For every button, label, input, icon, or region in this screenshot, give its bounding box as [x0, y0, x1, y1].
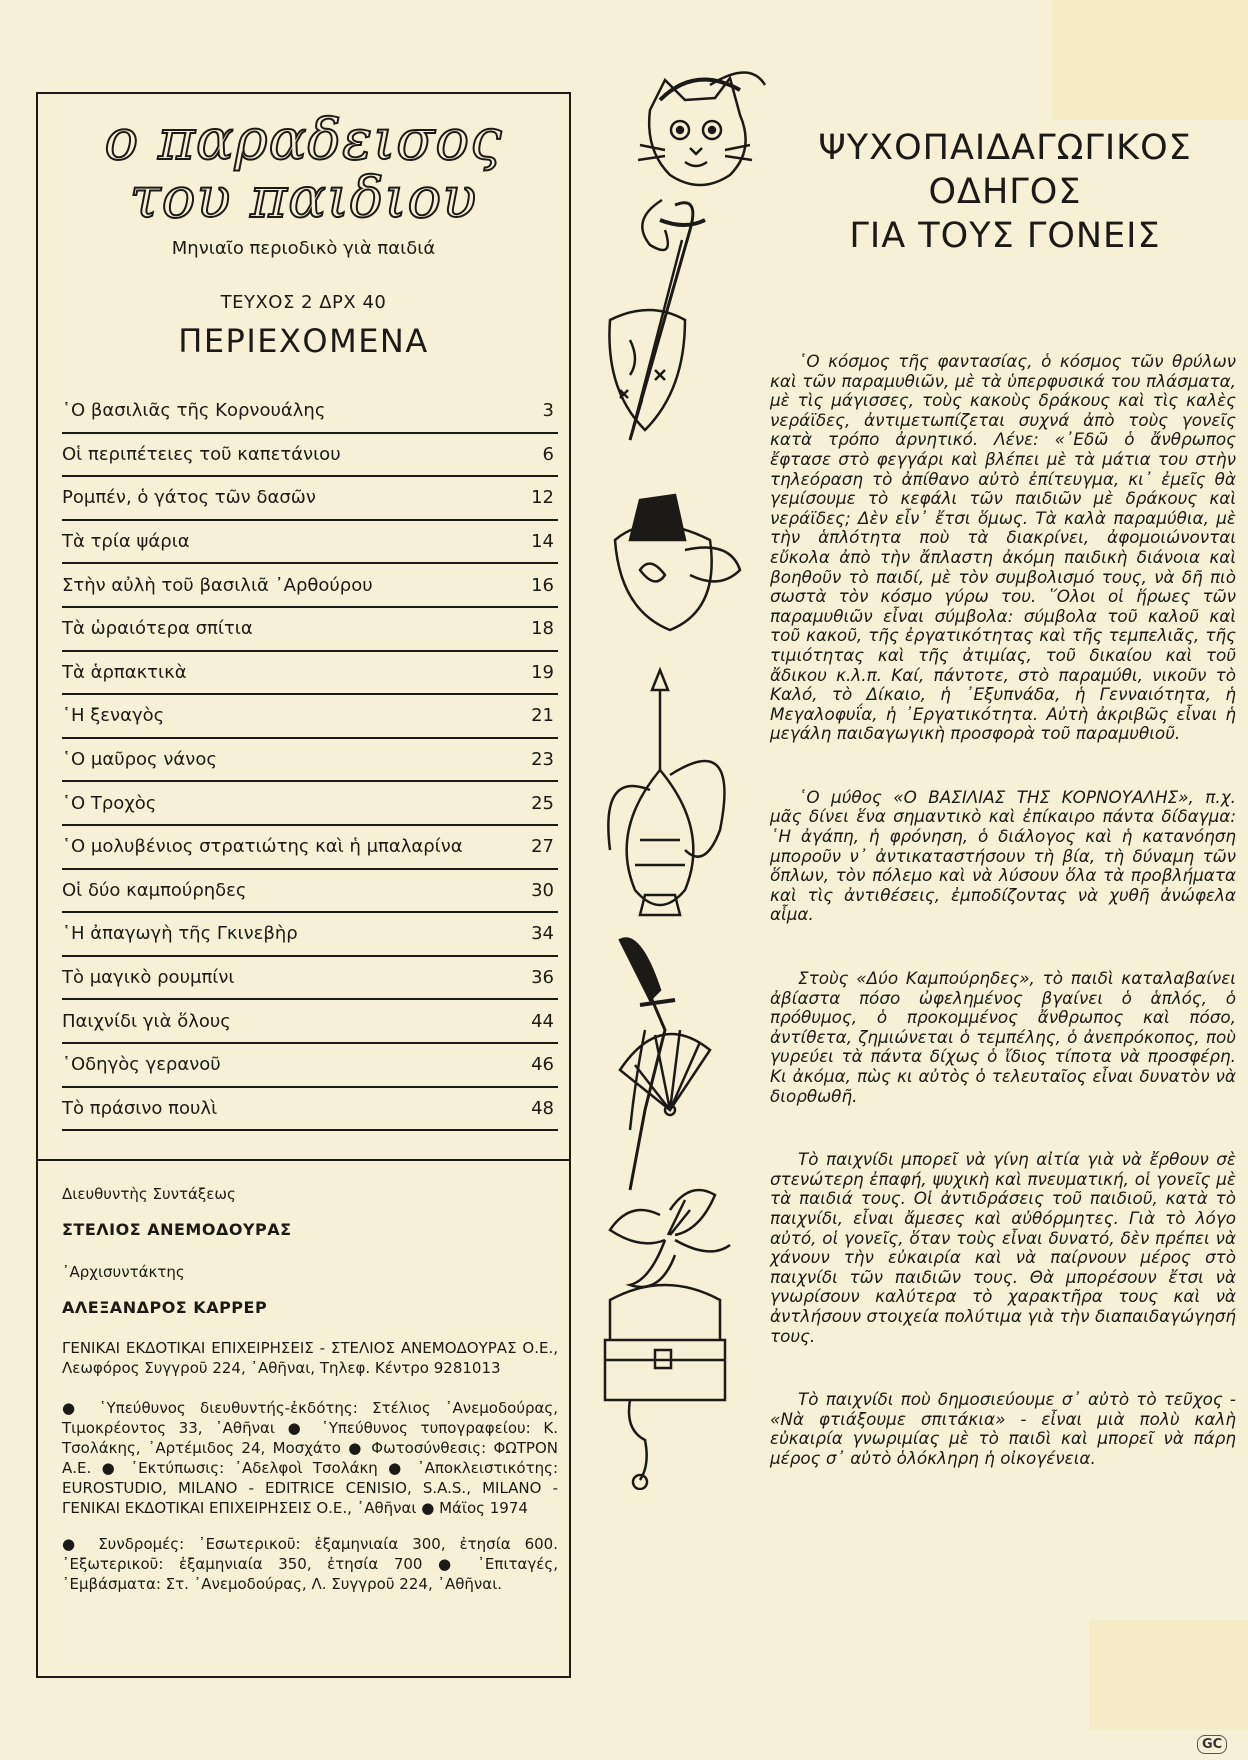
toc-page-number: 48: [531, 1097, 554, 1119]
toc-title: ῾Ο βασιλιᾶς τῆς Κορνουάλης: [62, 400, 326, 422]
publisher-info: ΓΕΝΙΚΑΙ ΕΚΔΟΤΙΚΑΙ ΕΠΙΧΕΙΡΗΣΕΙΣ - ΣΤΕΛΙΟΣ ΑΝΕΜΟΔΟΥΡΑΣ Ο.Ε., Λεωφόρος Συγγροῦ 224, ᾿Αθῆναι, Τηλεφ. Κέντρο 9281013: [62, 1339, 558, 1377]
toc-title: ῾Οδηγὸς γερανοῦ: [62, 1054, 221, 1076]
toc-title: Οἱ περιπέτειες τοῦ καπετάνιου: [62, 443, 341, 465]
issue-price: ΤΕΥΧΟΣ 2 ΔΡΧ 40: [220, 292, 387, 313]
toc-page-number: 14: [531, 531, 554, 553]
toc-page-number: 27: [531, 836, 554, 858]
article-title-line1: ΨΥΧΟΠΑΙΔΑΓΩΓΙΚΟΣ: [818, 128, 1192, 168]
toc-row: [62, 521, 558, 565]
toc-row: [62, 1044, 558, 1088]
toc-page-number: 23: [531, 749, 554, 771]
article-paragraph: Στοὺς «Δύο Καμπούρηδες», τὸ παιδὶ καταλαβαίνει ἀβίαστα πόσο ὠφελημένος βγαίνει ὁ ἁπλός, ὁ πρόθυμος, ὁ προκομμένος ἄνθρωπος καὶ πόσο, ἀντίθετα, ζημιώνεται ὁ τεμπέλης, ὁ ἀνεπρόκοπος, ποὺ γυρεύει τὰ πάντα δίχως ὁ ἴδιος τίποτα νὰ προσφέρη. Κι ἀκόμα, πὼς κι αὐτὸς ὁ τελευταῖος εἶναι δυνατὸν νὰ διορθωθῆ.: [770, 968, 1236, 1106]
masthead-title-line2: του παιδιου: [129, 166, 478, 231]
toc-page-number: 44: [531, 1010, 554, 1032]
toc-page-number: 19: [531, 661, 554, 683]
toc-row: [62, 564, 558, 608]
editor-label: ᾿Αρχισυντάκτης: [62, 1263, 185, 1281]
toc-row: [62, 1000, 558, 1044]
treasure-chest-icon: [605, 1285, 725, 1489]
toc-title: Τὰ ἁρπακτικὰ: [62, 661, 187, 683]
credits: [62, 1170, 558, 1594]
tape-patch: [1090, 1620, 1248, 1730]
toc-row: [62, 739, 558, 783]
article-paragraph: ῾Ο κόσμος τῆς φαντασίας, ὁ κόσμος τῶν θρύλων καὶ τῶν παραμυθιῶν, μὲ τὰ ὑπερφυσικά του πλάσματα, μὲ τὶς μάγισσες, τοὺς κακοὺς δράκους καὶ τὶς καλὲς νεράϊδες, ἀντιμετωπίζεται συχνά ἀπὸ τοὺς γονεῖς κατὰ τρόπο ἀρνητικό. Λένε: «᾿Εδῶ ὁ ἄνθρωπος ἔφτασε στὸ φεγγάρι καὶ βλέπει μὲ τὰ μάτια του στὴν τηλεόραση τὸ ἀπίθανο αὐτὸ ἐπίτευγμα, κι᾿ ἐμεῖς θὰ γεμίσουμε τὸ κεφάλι τῶν παιδιῶν μὲ δράκους καὶ νεράϊδες; Δὲν εἶν᾿ ἔτσι ὅμως. Τὰ καλὰ παραμύθια, μὲ τὴν ἁπλότητα ποὺ τὰ διακρίνει, ἀφομοιώνονται εὔκολα ἀπὸ τὴν ἄπλαστη ἀκόμη παιδικὴ διάνοια καὶ βοηθοῦν τὸ παιδί, μὲ τὸν συμβολισμό τους, νὰ δῆ πιὸ σωστὰ τὸν κόσμο γύρω του. ῞Ολοι οἱ ἥρωες τῶν παραμυθιῶν εἶναι σύμβολα: σύμβολα τοῦ καλοῦ καὶ τοῦ κακοῦ, τῆς ἐργατικότητας καὶ τῆς τεμπελιᾶς, τῆς τιμιότητας καὶ τῆς ἀτιμίας, τοῦ δικαίου καὶ τοῦ ἄδικου κ.λ.π. Καί, πάντοτε, στὸ παραμύθι, νικοῦν τὸ Καλό, τὸ Δίκαιο, ἡ ᾿Εξυπνάδα, ἡ Γενναιότητα, ἡ Μεγαλοφυΐα, ἡ ᾿Εργατικότητα. Αὐτὴ ἀκριβῶς εἶναι ἡ μεγάλη παιδαγωγικὴ προσφορὰ τοῦ παραμυθιοῦ.: [770, 351, 1236, 744]
masthead-title-line1: ο παραδεισος: [104, 108, 503, 173]
toc-page-number: 36: [531, 967, 554, 989]
decorative-illustration-column: [590, 70, 770, 1490]
fez-hat-icon: [615, 495, 740, 630]
article-paragraph: ῾Ο μύθος «Ο ΒΑΣΙΛΙΑΣ ΤΗΣ ΚΟΡΝΟΥΑΛΗΣ», π.χ. μᾶς δίνει ἕνα σημαντικὸ καὶ ἐπίκαιρο πάντα δίδαγμα: ῾Η ἀγάπη, ἡ φρόνηση, ὁ διάλογος καὶ ἡ κατανόηση μποροῦν ν᾿ ἀντικαταστήσουν τὴ βία, τὴ δύναμη τῶν ὅπλων, τὸν πόλεμο καὶ νὰ λύσουν ὅλα τὰ προβλήματα καὶ τὶς ἀντιθέσεις, ἐμποδίζοντας νὰ χυθῆ ἀνώφελα αἷμα.: [770, 786, 1236, 925]
toc-row: [62, 434, 558, 478]
toc-row: [62, 477, 558, 521]
toc-page-number: 25: [531, 792, 554, 814]
toc-title: Τὰ ὡραιότερα σπίτια: [62, 618, 253, 640]
lily-flower-icon: [610, 1190, 730, 1287]
article-title-line3: ΓΙΑ ΤΟΥΣ ΓΟΝΕΙΣ: [849, 216, 1161, 256]
article-paragraph: Τὸ παιχνίδι ποὺ δημοσιεύουμε σ᾿ αὐτὸ τὸ τεῦχος - «Νὰ φτιάξουμε σπιτάκια» - εἶναι μιὰ πολὺ καλὴ εὐκαιρία γνωριμίας μὲ τὸ παιδὶ καὶ μπορεῖ νὰ πάρη μέρος σ᾿ αὐτὸ ὁλόκληρη ἡ οἰκογένεια.: [770, 1389, 1236, 1468]
sword-icon: [630, 200, 705, 440]
corner-mark: GC: [1197, 1735, 1227, 1754]
article-title: [770, 126, 1240, 258]
masthead-subtitle: Μηνιαῖο περιοδικὸ γιὰ παιδιά: [171, 238, 436, 259]
contents-box: [36, 92, 571, 1678]
sabre-icon: [620, 939, 675, 1190]
toc-row: [62, 870, 558, 914]
toc-page-number: 46: [531, 1054, 554, 1076]
responsible-info: ● ῾Υπεύθυνος διευθυντής-ἐκδότης: Στέλιος ᾿Ανεμοδούρας, Τιμοκρέοντος 33, ᾿Αθῆναι ● ῾Υπεύθυνος τυπογραφείου: Κ. Τσολάκης, ᾿Αρτέμιδος 24, Μοσχάτο ● Φωτοσύνθεσις: ΦΩΤΡΟΝ Α.Ε. ● ᾿Εκτύπωσις: ᾿Αδελφοὶ Τσολάκη ● ᾿Αποκλειστικότης: EUROSTUDIO, MILANO - EDITRICE CENISIO, S.A.S., MILANO - ΓΕΝΙΚΑΙ ΕΚΔΟΤΙΚΑΙ ΕΠΙΧΕΙΡΗΣΕΙΣ Ο.Ε., ᾿Αθῆναι ● Μάϊος 1974: [62, 1399, 558, 1517]
toc-row: [62, 695, 558, 739]
toc-row: [62, 608, 558, 652]
toc-page-number: 12: [531, 487, 554, 509]
toc-page-number: 16: [531, 574, 554, 596]
illustration-svg: [590, 70, 770, 1490]
masthead: [38, 108, 569, 259]
director-name: ΣΤΕΛΙΟΣ ΑΝΕΜΟΔΟΥΡΑΣ: [62, 1220, 292, 1239]
toc-title: Στὴν αὐλὴ τοῦ βασιλιᾶ ᾿Αρθούρου: [62, 574, 373, 596]
toc-title: Οἱ δύο καμπούρηδες: [62, 879, 247, 901]
toc-page-number: 21: [531, 705, 554, 727]
toc-title: ῾Ο μαῦρος νάνος: [62, 749, 217, 771]
toc-title: Τὰ τρία ψάρια: [62, 531, 190, 553]
toc-title: ῾Η ἀπαγωγὴ τῆς Γκινεβὴρ: [62, 923, 298, 945]
toc-title: Τὸ πράσινο πουλὶ: [62, 1097, 218, 1119]
toc-title: Παιχνίδι γιὰ ὅλους: [62, 1010, 231, 1032]
toc-page-number: 18: [531, 618, 554, 640]
toc-row: [62, 913, 558, 957]
tape-patch: [1052, 0, 1248, 120]
toc-page-number: 34: [531, 923, 554, 945]
toc-title: ῾Η ξεναγὸς: [62, 705, 165, 727]
director-label: Διευθυντὴς Συντάξεως: [62, 1185, 236, 1203]
subscriptions-info: ● Συνδρομές: ᾿Εσωτερικοῦ: ἑξαμηνιαία 300, ἐτησία 600. ᾿Εξωτερικοῦ: ἑξαμηνιαία 350, ἐτησία 700 ● ᾿Επιταγές, ᾿Εμβάσματα: Στ. ᾿Ανεμοδούρας, Λ. Συγγροῦ 224, ᾿Αθῆναι.: [62, 1535, 558, 1593]
editor-name: ΑΛΕΞΑΝΔΡΟΣ ΚΑΡΡΕΡ: [62, 1298, 268, 1317]
toc-row: [62, 652, 558, 696]
toc-page-number: 6: [542, 443, 554, 465]
toc-row: [62, 782, 558, 826]
toc-title: Τὸ μαγικὸ ρουμπίνι: [62, 967, 235, 989]
toc-row: [62, 826, 558, 870]
toc-title: ῾Ο μολυβένιος στρατιώτης καὶ ἡ μπαλαρίνα: [62, 836, 463, 858]
article-body: [770, 352, 1236, 1513]
toc-row: [62, 957, 558, 1001]
toc-row: [62, 1088, 558, 1132]
toc-title: Ρομπέν, ὁ γάτος τῶν δασῶν: [62, 487, 316, 509]
table-of-contents: [62, 390, 558, 1131]
toc-page-number: 3: [542, 400, 554, 422]
article-paragraph: Τὸ παιχνίδι μπορεῖ νὰ γίνη αἰτία γιὰ νὰ ἔρθουν σὲ στενώτερη ἐπαφή, ψυχικὴ καὶ πνευματική, οἱ γονεῖς μὲ τὰ παιδιά τους. Οἱ ἀντιδράσεις τοῦ παιδιοῦ, κατὰ τὸ παιχνίδι, εἶναι ἄμεσες καὶ αὐθόρμητες. Γιὰ τὸ λόγο αὐτό, οἱ γονεῖς, ὅταν τοὺς εἶναι δυνατό, δὲν πρέπει νὰ χάνουν τὴν εὐκαιρία καὶ νὰ παίρνουν μέρος στὸ παιχνίδι τῶν παιδιῶν τους. Θὰ μπορέσουν ἔτσι νὰ γνωρίσουν καλύτερα τὸ χαρακτῆρα τους καὶ νὰ ἀντλήσουν στοιχεία πολύτιμα γιὰ τὴν διαπαιδαγώγησή τους.: [770, 1149, 1236, 1346]
toc-page-number: 30: [531, 879, 554, 901]
contents-heading: ΠΕΡΙΕΧΟΜΕΝΑ: [178, 322, 429, 360]
toc-row: [62, 390, 558, 434]
hookah-icon: [608, 670, 724, 915]
article-title-line2: ΟΔΗΓΟΣ: [928, 172, 1082, 212]
toc-title: ῾Ο Τροχὸς: [62, 792, 157, 814]
cat-head-icon: [638, 73, 765, 186]
divider: [38, 1159, 569, 1161]
